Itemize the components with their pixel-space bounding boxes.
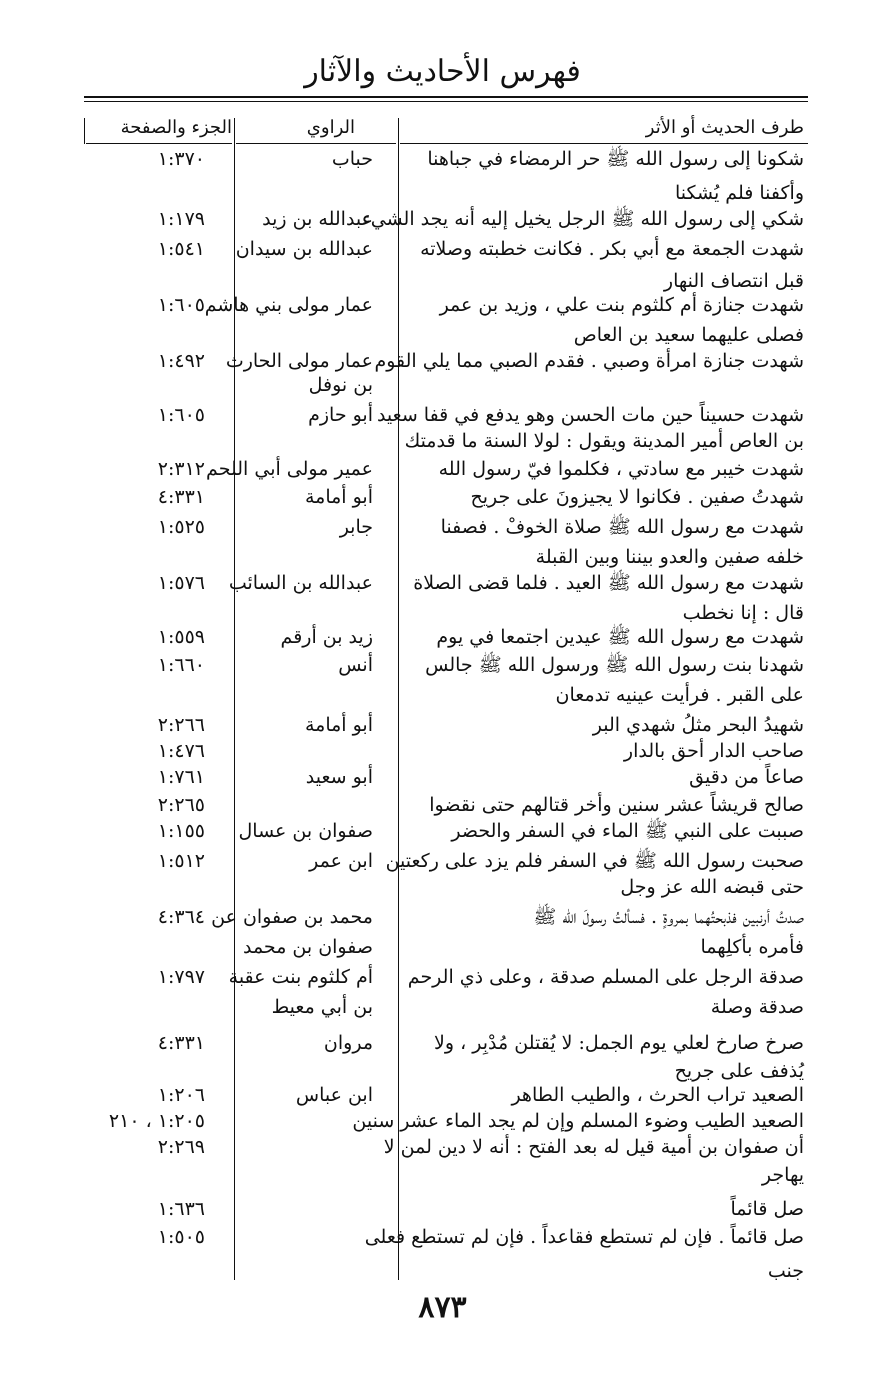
column-divider-left	[84, 118, 85, 144]
narrator-cell: عبدالله بن سيدان	[235, 238, 373, 260]
ref-cell: ١:٢٠٥ ، ٢١٠	[108, 1110, 205, 1132]
header-narrator: الراوي	[306, 117, 355, 138]
hadith-cell: خلفه صفين والعدو بيننا وبين القبلة	[535, 546, 804, 568]
ref-cell: ١:٦٦٠	[157, 654, 205, 676]
ref-cell: ٢:٢٦٥	[157, 794, 205, 816]
narrator-cell: عمير مولى أبي اللحم	[206, 458, 373, 480]
hadith-cell: شهدت جنازة أم كلثوم بنت علي ، وزيد بن عمر	[439, 294, 804, 316]
ref-cell: ١:٥٢٥	[157, 516, 205, 538]
narrator-cell: زيد بن أرقم	[280, 626, 373, 648]
hadith-cell: صدقة وصلة	[710, 996, 804, 1018]
narrator-cell: حباب	[331, 148, 373, 170]
narrator-cell: أم كلثوم بنت عقبة	[228, 966, 373, 988]
ref-cell: ١:٥٤١	[157, 238, 205, 260]
hadith-cell: شهدت حسيناً حين مات الحسن وهو يدفع في قفا سعيد	[376, 404, 804, 426]
ref-cell: ٢:٢٦٦	[157, 714, 205, 736]
ref-cell: ١:٧٩٧	[157, 966, 205, 988]
hadith-cell: شهدنا بنت رسول الله ﷺ ورسول الله ﷺ جالس	[425, 654, 804, 676]
header-underline-hadith	[400, 143, 808, 144]
hadith-cell: يُذفف على جريح	[674, 1060, 804, 1082]
hadith-cell: شهدت مع رسول الله ﷺ العيد . فلما قضى الصلاة	[413, 572, 804, 594]
hadith-cell: صاحب الدار أحق بالدار	[623, 740, 804, 762]
narrator-cell: أنس	[338, 654, 373, 676]
narrator-cell: ابن عباس	[295, 1084, 373, 1106]
hadith-cell: الصعيد تراب الحرث ، والطيب الطاهر	[511, 1084, 804, 1106]
narrator-cell: ابن عمر	[309, 850, 373, 872]
hadith-cell: شكي إلى رسول الله ﷺ الرجل يخيل إليه أنه يجد الشيء	[361, 208, 804, 230]
hadith-cell: صرخ صارخ لعلي يوم الجمل: لا يُقتلن مُدْبِر ، ولا	[434, 1032, 804, 1054]
hadith-cell: شهدت خيبر مع سادتي ، فكلموا فيّ رسول الله	[438, 458, 804, 480]
hadith-cell: على القبر . فرأيت عينيه تدمعان	[555, 684, 804, 706]
narrator-cell: بن نوفل	[308, 374, 373, 396]
page-title: فهرس الأحاديث والآثار	[304, 54, 581, 89]
narrator-cell: أبو حازم	[308, 404, 373, 426]
ref-cell: ١:٥٥٩	[157, 626, 205, 648]
narrator-cell: بن أبي معيط	[271, 996, 373, 1018]
ref-cell: ٤:٣٦٤	[157, 906, 205, 928]
page-number: ٨٧٣	[418, 1290, 467, 1325]
narrator-cell: أبو أمامة	[304, 486, 373, 508]
narrator-cell: عبدالله بن زيد	[262, 208, 373, 230]
hadith-cell: وأكفنا فلم يُشكنا	[675, 182, 804, 204]
narrator-cell: صفوان بن عسال	[238, 820, 373, 842]
hadith-cell: الصعيد الطيب وضوء المسلم وإن لم يجد الماء عشر سنين	[352, 1110, 804, 1132]
ref-cell: ١:١٧٩	[157, 208, 205, 230]
ref-cell: ١:٦٠٥	[157, 404, 205, 426]
ref-cell: ١:٧٦١	[157, 766, 205, 788]
ref-cell: ١:٦٠٥	[157, 294, 205, 316]
hadith-cell: صاعاً من دقيق	[689, 766, 804, 788]
hadith-cell: أن صفوان بن أمية قيل له بعد الفتح : أنه لا دين لمن لا	[383, 1136, 804, 1158]
header-underline-ref	[86, 143, 232, 144]
ref-cell: ١:٣٧٠	[157, 148, 205, 170]
hadith-cell: صل قائماً	[730, 1198, 804, 1220]
hadith-cell: يهاجر	[761, 1164, 804, 1186]
hadith-cell: فصلى عليهما سعيد بن العاص	[573, 324, 804, 346]
ref-cell: ٢:٢٦٩	[157, 1136, 205, 1158]
narrator-cell: أبو سعيد	[305, 766, 373, 788]
hadith-cell: جنب	[767, 1260, 804, 1282]
header-ref: الجزء والصفحة	[120, 117, 232, 138]
narrator-cell: عبدالله بن السائب	[228, 572, 373, 594]
ref-cell: ٢:٣١٢	[157, 458, 205, 480]
hadith-cell: صحبت رسول الله ﷺ في السفر فلم يزد على ركعتين	[385, 850, 804, 872]
hadith-cell: حتى قبضه الله عز وجل	[620, 876, 804, 898]
title-rule-thin	[84, 101, 808, 102]
ref-cell: ١:٤٩٢	[157, 350, 205, 372]
hadith-cell: شهدت جنازة امرأة وصبي . فقدم الصبي مما يلي القوم	[374, 350, 804, 372]
ref-cell: ١:٦٣٦	[157, 1198, 205, 1220]
ref-cell: ١:٢٠٦	[157, 1084, 205, 1106]
hadith-cell: شكونا إلى رسول الله ﷺ حر الرمضاء في جباهنا	[427, 148, 804, 170]
narrator-cell: محمد بن صفوان عن	[211, 906, 373, 928]
hadith-cell: صالح قريشاً عشر سنين وأخر قتالهم حتى نقضوا	[429, 794, 804, 816]
narrator-cell: أبو أمامة	[304, 714, 373, 736]
hadith-cell: فأمره بأكلِهما	[700, 936, 804, 958]
narrator-cell: مروان	[323, 1032, 373, 1054]
narrator-cell: عمار مولى بني هاشم	[204, 294, 373, 316]
ref-cell: ١:١٥٥	[157, 820, 205, 842]
narrator-cell: عمار مولى الحارث	[225, 350, 373, 372]
header-underline-narrator	[236, 143, 396, 144]
ref-cell: ١:٤٧٦	[157, 740, 205, 762]
ref-cell: ٤:٣٣١	[157, 486, 205, 508]
hadith-cell: صببت على النبي ﷺ الماء في السفر والحضر	[451, 820, 804, 842]
hadith-cell: شهدتُ صفين . فكانوا لا يجيزونَ على جريح	[470, 486, 804, 508]
ref-cell: ٤:٣٣١	[157, 1032, 205, 1054]
hadith-cell: قال : إنا نخطب	[682, 602, 804, 624]
hadith-cell: شهيدُ البحر مثلُ شهدي البر	[592, 714, 804, 736]
ref-cell: ١:٥٧٦	[157, 572, 205, 594]
narrator-cell: جابر	[339, 516, 373, 538]
ref-cell: ١:٥١٢	[157, 850, 205, 872]
hadith-cell: شهدت مع رسول الله ﷺ صلاة الخوفْ . فصفنا	[440, 516, 804, 538]
ref-cell: ١:٥٠٥	[157, 1226, 205, 1248]
hadith-cell: صل قائماً . فإن لم تستطع فقاعداً . فإن لم تستطع فعلى	[364, 1226, 804, 1248]
hadith-cell: شهدت مع رسول الله ﷺ عيدين اجتمعا في يوم	[436, 626, 804, 648]
column-divider-right	[398, 118, 399, 1280]
hadith-cell: صدقة الرجل على المسلم صدقة ، وعلى ذي الرحم	[407, 966, 804, 988]
hadith-cell: صدتُ أرنبين فذبحتُهما بمروةٍ . فسألتُ رسولَ الله ﷺ	[533, 906, 804, 928]
hadith-cell: بن العاص أمير المدينة ويقول : لولا السنة ما قدمتك	[404, 430, 804, 452]
header-hadith: طرف الحديث أو الأثر	[645, 117, 804, 138]
title-rule	[84, 96, 808, 98]
hadith-cell: شهدت الجمعة مع أبي بكر . فكانت خطبته وصلاته	[420, 238, 804, 260]
hadith-cell: قبل انتصاف النهار	[663, 270, 804, 292]
narrator-cell: صفوان بن محمد	[242, 936, 373, 958]
